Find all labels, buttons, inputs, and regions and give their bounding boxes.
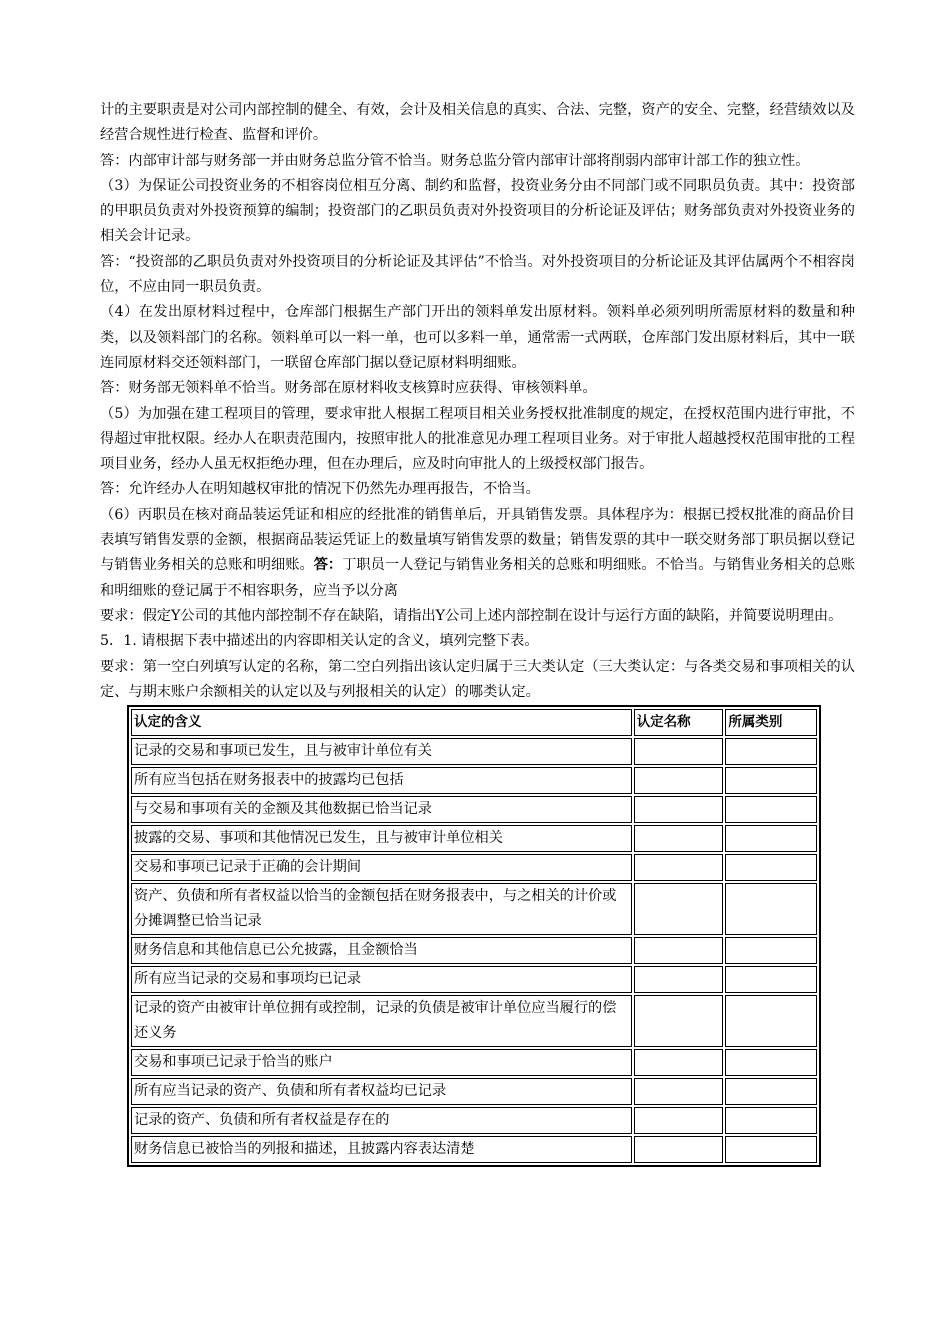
table-row [131, 854, 817, 881]
paragraph: 要求：第一空白列填写认定的名称，第二空白列指出该认定归属于三大类认定（三大类认定：与各类交易和事项相关的认定、与期末账户余额相关的认定以及与列报相关的认定）的哪类认定。 [100, 658, 855, 700]
meaning-cell: 记录的交易和事项已发生，且与被审计单位有关 [131, 738, 632, 765]
paragraph: 计的主要职责是对公司内部控制的健全、有效，会计及相关信息的真实、合法、完整，资产的安全、完整，经营绩效以及经营合规性进行检查、监督和评价。 [100, 102, 855, 144]
table-row [131, 937, 817, 964]
table-row [131, 1078, 817, 1105]
category-blank[interactable] [725, 854, 817, 881]
category-blank[interactable] [725, 738, 817, 765]
paragraph: 答：“投资部的乙职员负责对外投资项目的分析论证及其评估”不恰当。对外投资项目的分析论证及其评估属两个不相容岗位，不应由同一职员负责。 [100, 253, 855, 296]
meaning-cell: 财务信息和其他信息已公允披露，且金额恰当 [131, 937, 632, 964]
table-row [131, 1136, 817, 1163]
category-blank[interactable] [725, 1049, 817, 1076]
meaning-cell: 记录的资产由被审计单位拥有或控制，记录的负债是被审计单位应当履行的偿还义务 [131, 995, 632, 1047]
category-blank[interactable] [725, 767, 817, 794]
paragraph: （5）为加强在建工程项目的管理，要求审批人根据工程项目相关业务授权批准制度的规定，在授权范围内进行审批，不得超过审批权限。经办人在职责范围内，按照审批人的批准意见办理工程项目业务。对于审批人超越授权范围审批的工程项目业务，经办人虽无权拒绝办理，但在办理后，应及时向审批人的上级授权部门报告。 [100, 405, 855, 473]
paragraph: 答：允许经办人在明知越权审批的情况下仍然先办理再报告，不恰当。 [100, 481, 540, 498]
header-category: 所属类别 [725, 709, 817, 736]
table-row [131, 767, 817, 794]
category-blank[interactable] [725, 796, 817, 823]
paragraph: 要求：假定Y公司的其他内部控制不存在缺陷，请指出Y公司上述内部控制在设计与运行方面的缺陷，并简要说明理由。 [100, 607, 843, 624]
table-row [131, 796, 817, 823]
assertion-table [127, 705, 821, 1167]
assertion-name-blank[interactable] [634, 854, 724, 881]
meaning-cell: 交易和事项已记录于正确的会计期间 [131, 854, 632, 881]
category-blank[interactable] [725, 883, 817, 935]
assertion-name-blank[interactable] [634, 995, 724, 1047]
paragraph: （3）为保证公司投资业务的不相容岗位相互分离、制约和监督，投资业务分由不同部门或不同职员负责。其中：投资部的甲职员负责对外投资预算的编制；投资部门的乙职员负责对外投资项目的分析论证及评估；财务部负责对外投资业务的相关会计记录。 [100, 177, 855, 245]
paragraph: 答：内部审计部与财务部一并由财务总监分管不恰当。财务总监分管内部审计部将削弱内部审计部工作的独立性。 [100, 152, 810, 169]
requirements-text [100, 604, 855, 705]
meaning-cell: 资产、负债和所有者权益以恰当的金额包括在财务报表中，与之相关的计价或分摊调整已恰当记录 [131, 883, 632, 935]
meaning-cell: 与交易和事项有关的金额及其他数据已恰当记录 [131, 796, 632, 823]
assertion-name-blank[interactable] [634, 825, 724, 852]
meaning-cell: 财务信息已被恰当的列报和描述，且披露内容表达清楚 [131, 1136, 632, 1163]
header-assertion-name: 认定名称 [634, 709, 724, 736]
assertion-name-blank[interactable] [634, 1078, 724, 1105]
document-page [100, 98, 855, 1167]
category-blank[interactable] [725, 995, 817, 1047]
assertion-name-blank[interactable] [634, 966, 724, 993]
table-header-row [131, 709, 817, 736]
category-blank[interactable] [725, 1136, 817, 1163]
category-blank[interactable] [725, 1078, 817, 1105]
paragraph: （4）在发出原材料过程中，仓库部门根据生产部门开出的领料单发出原材料。领料单必须列明所需原材料的数量和种类，以及领料部门的名称。领料单可以一料一单，也可以多料一单，通常需一式两联，仓库部门发出原材料后，其中一联连同原材料交还领料部门，一联留仓库部门据以登记原材料明细账。 [100, 304, 855, 371]
table-row [131, 825, 817, 852]
category-blank[interactable] [725, 825, 817, 852]
header-meaning: 认定的含义 [131, 709, 632, 736]
table-row [131, 738, 817, 765]
meaning-cell: 记录的资产、负债和所有者权益是存在的 [131, 1107, 632, 1134]
paragraph-6-text: （6）丙职员在核对商品装运凭证和相应的经批准的销售单后，开具销售发票。具体程序为：根据已授权批准的商品价目表填写销售发票的金额，根据商品装运凭证上的数量填写销售发票的数量；销售发票的其中一联交财务部丁职员据以登记与销售业务相关的总账和明细账。 [100, 506, 855, 574]
assertion-name-blank[interactable] [634, 1107, 724, 1134]
meaning-cell: 所有应当包括在财务报表中的披露均已包括 [131, 767, 632, 794]
paragraph-6 [100, 503, 855, 604]
assertion-name-blank[interactable] [634, 796, 724, 823]
category-blank[interactable] [725, 966, 817, 993]
meaning-cell: 所有应当记录的交易和事项均已记录 [131, 966, 632, 993]
paragraph: 答：财务部无领料单不恰当。财务部在原材料收支核算时应获得、审核领料单。 [100, 380, 597, 397]
meaning-cell: 披露的交易、事项和其他情况已发生，且与被审计单位相关 [131, 825, 632, 852]
table-row [131, 1107, 817, 1134]
table-row [131, 966, 817, 993]
paragraph: 5．1. 请根据下表中描述出的内容即相关认定的含义，填列完整下表。 [100, 633, 539, 650]
assertion-name-blank[interactable] [634, 1049, 724, 1076]
assertion-name-blank[interactable] [634, 1136, 724, 1163]
assertion-name-blank[interactable] [634, 767, 724, 794]
meaning-cell: 所有应当记录的资产、负债和所有者权益均已记录 [131, 1078, 632, 1105]
table-row [131, 883, 817, 935]
answer-label: 答： [313, 557, 343, 574]
category-blank[interactable] [725, 1107, 817, 1134]
body-text [100, 98, 855, 503]
assertion-name-blank[interactable] [634, 883, 724, 935]
assertion-name-blank[interactable] [634, 937, 724, 964]
table-row [131, 1049, 817, 1076]
assertion-name-blank[interactable] [634, 738, 724, 765]
meaning-cell: 交易和事项已记录于恰当的账户 [131, 1049, 632, 1076]
table-row [131, 995, 817, 1047]
category-blank[interactable] [725, 937, 817, 964]
answer-text: 丁职员一人登记与销售业务相关的总账和明细账。不恰当。与销售业务相关的总账和明细账的登记属于不相容职务，应当予以分离 [100, 557, 855, 599]
